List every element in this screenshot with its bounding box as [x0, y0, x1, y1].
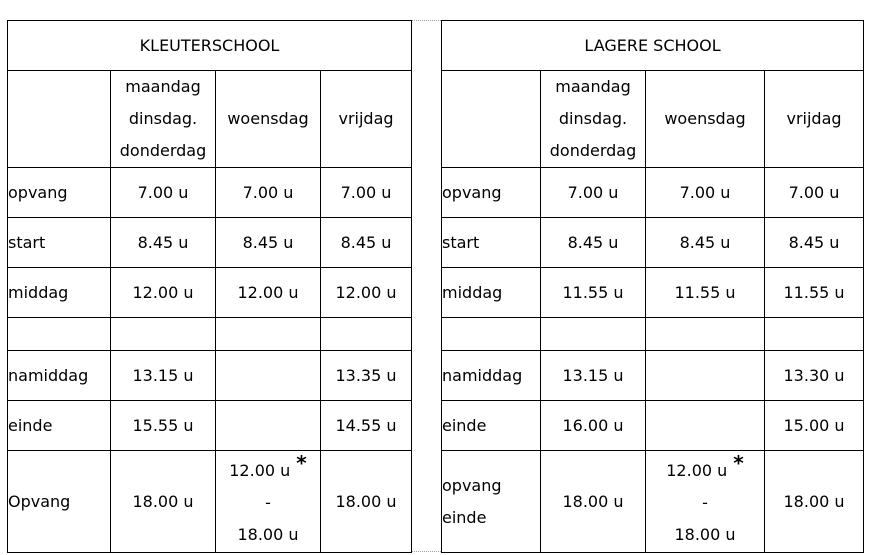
time-cell: 18.00 u [765, 451, 864, 553]
table-row [8, 351, 412, 401]
empty-cell [646, 318, 765, 351]
spacer-row [442, 318, 864, 351]
row-label: opvang [442, 168, 541, 218]
row-label: einde [8, 401, 111, 451]
time-cell: 11.55 u [541, 268, 646, 318]
time-cell [216, 351, 321, 401]
empty-cell [111, 318, 216, 351]
time-cell: 13.35 u [321, 351, 412, 401]
time-cell [216, 401, 321, 451]
day-label: donderdag [549, 141, 637, 160]
time-cell: 16.00 u [541, 401, 646, 451]
time-cell: 7.00 u [321, 168, 412, 218]
day-header-mon-tue-thu [541, 71, 646, 168]
time-range-start: 12.00 u * [229, 450, 307, 480]
day-label: maandag [125, 77, 201, 96]
row-label [442, 451, 541, 553]
time-cell: 7.00 u [646, 168, 765, 218]
time-cell: 8.45 u [541, 218, 646, 268]
empty-cell [765, 318, 864, 351]
row-label: Opvang [8, 451, 111, 553]
time-cell: 18.00 u [541, 451, 646, 553]
day-label: donderdag [119, 141, 207, 160]
table-row [442, 401, 864, 451]
table-row [442, 451, 864, 553]
empty-cell [216, 318, 321, 351]
time-cell: 15.00 u [765, 401, 864, 451]
time-cell: 12.00 u [111, 268, 216, 318]
time-cell: 18.00 u [321, 451, 412, 553]
time-range-cell [216, 451, 321, 553]
blank-header-cell [8, 71, 111, 168]
time-cell: 7.00 u [216, 168, 321, 218]
kleuterschool-schedule-table [7, 20, 412, 553]
empty-cell [321, 318, 412, 351]
time-range-end: 18.00 u [674, 524, 736, 544]
day-label: maandag [555, 77, 631, 96]
row-label-line: einde [442, 507, 487, 527]
row-label: namiddag [442, 351, 541, 401]
table-row [442, 351, 864, 401]
time-cell: 7.00 u [111, 168, 216, 218]
gap-divider-top [411, 20, 441, 21]
asterisk-footnote-mark: * [296, 450, 307, 475]
time-range-start: 12.00 u * [666, 450, 744, 480]
time-cell: 14.55 u [321, 401, 412, 451]
time-cell: 8.45 u [321, 218, 412, 268]
time-cell: 8.45 u [765, 218, 864, 268]
time-range-separator: - [265, 492, 271, 512]
time-cell [646, 351, 765, 401]
spacer-row [8, 318, 412, 351]
table-row [8, 168, 412, 218]
blank-header-cell [442, 71, 541, 168]
time-cell: 11.55 u [765, 268, 864, 318]
table-row [442, 168, 864, 218]
day-header-wed: woensdag [646, 71, 765, 168]
time-cell: 8.45 u [111, 218, 216, 268]
table-row [442, 218, 864, 268]
time-cell: 13.15 u [541, 351, 646, 401]
row-label: einde [442, 401, 541, 451]
table-row [8, 268, 412, 318]
time-cell: 7.00 u [541, 168, 646, 218]
table-row [442, 268, 864, 318]
day-header-mon-tue-thu [111, 71, 216, 168]
day-header-fri: vrijdag [765, 71, 864, 168]
lagere-school-schedule-table [441, 20, 864, 553]
time-cell: 13.30 u [765, 351, 864, 401]
table-row [8, 401, 412, 451]
row-label-line: opvang [442, 475, 502, 495]
empty-cell [442, 318, 541, 351]
row-label: namiddag [8, 351, 111, 401]
time-cell: 8.45 u [216, 218, 321, 268]
table-row [8, 451, 412, 553]
day-header-row [8, 71, 412, 168]
time-cell: 18.00 u [111, 451, 216, 553]
row-label: middag [8, 268, 111, 318]
table-title-row [442, 21, 864, 71]
time-cell: 8.45 u [646, 218, 765, 268]
row-label: start [8, 218, 111, 268]
table-title: LAGERE SCHOOL [442, 21, 864, 71]
row-label: middag [442, 268, 541, 318]
empty-cell [541, 318, 646, 351]
day-label: dinsdag. [558, 109, 628, 128]
row-label: start [442, 218, 541, 268]
gap-divider-bottom [411, 551, 441, 552]
table-title: KLEUTERSCHOOL [8, 21, 412, 71]
time-range-separator: - [702, 492, 708, 512]
time-cell: 13.15 u [111, 351, 216, 401]
time-cell: 12.00 u [216, 268, 321, 318]
asterisk-footnote-mark: * [733, 450, 744, 475]
time-range-end: 18.00 u [237, 524, 299, 544]
time-cell: 12.00 u [321, 268, 412, 318]
time-cell: 15.55 u [111, 401, 216, 451]
day-header-wed: woensdag [216, 71, 321, 168]
time-cell: 11.55 u [646, 268, 765, 318]
day-label: dinsdag. [128, 109, 198, 128]
empty-cell [8, 318, 111, 351]
table-title-row [8, 21, 412, 71]
day-header-fri: vrijdag [321, 71, 412, 168]
table-row [8, 218, 412, 268]
row-label: opvang [8, 168, 111, 218]
time-cell [646, 401, 765, 451]
time-cell: 7.00 u [765, 168, 864, 218]
day-header-row [442, 71, 864, 168]
time-range-cell [646, 451, 765, 553]
